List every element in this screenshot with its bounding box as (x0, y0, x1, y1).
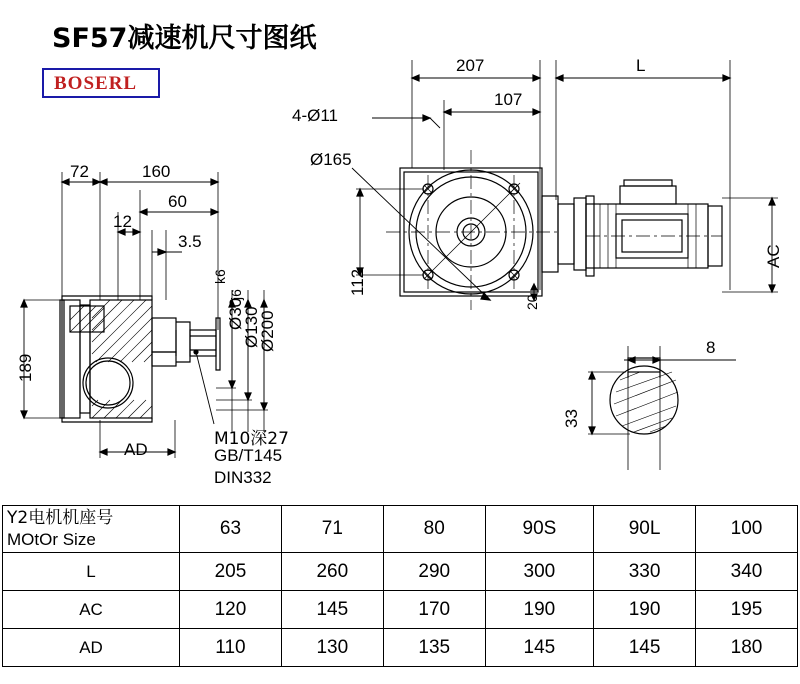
dim-72: 72 (70, 162, 89, 181)
table-cell: 195 (696, 591, 798, 629)
dim-60: 60 (168, 192, 187, 211)
dim-189: 189 (16, 353, 35, 382)
brand-logo-text: BOSERL (54, 73, 138, 94)
dim-12: 12 (113, 212, 132, 231)
table-cell: 145 (281, 591, 383, 629)
dim-130j6-sub: j6 (228, 289, 244, 300)
table-col-head-71: 71 (281, 506, 383, 553)
table-header-label-en: MOtOr Size (7, 530, 96, 549)
dim-160: 160 (142, 162, 171, 181)
table-row (3, 553, 798, 591)
table-row (3, 629, 798, 667)
note-standard-din: DIN332 (214, 468, 272, 487)
dim-200: Ø200 (258, 310, 277, 352)
table-cell: 135 (383, 629, 485, 667)
table-col-head-63: 63 (180, 506, 282, 553)
dim-30k6: Ø30 (226, 297, 245, 330)
table-cell: 190 (594, 591, 696, 629)
dim-30k6-sub: k6 (212, 269, 228, 284)
table-cell: 205 (180, 553, 282, 591)
table-cell: 130 (281, 629, 383, 667)
table-col-head-90s: 90S (485, 506, 593, 553)
table-cell: 145 (594, 629, 696, 667)
dim-L: L (636, 56, 646, 75)
dim-33: 33 (562, 409, 581, 428)
table-cell: 170 (383, 591, 485, 629)
table-row-label-AD: AD (3, 629, 180, 667)
table-row-label-AC: AC (3, 591, 180, 629)
table-cell: 145 (485, 629, 593, 667)
table-col-head-80: 80 (383, 506, 485, 553)
dim-AD-left: AD (124, 440, 148, 459)
table-cell: 110 (180, 629, 282, 667)
table-cell: 180 (696, 629, 798, 667)
dim-20: 20 (524, 294, 540, 310)
dim-165: Ø165 (310, 150, 352, 169)
table-cell: 190 (485, 591, 593, 629)
dim-112: 112 (348, 268, 367, 296)
table-cell: 120 (180, 591, 282, 629)
page-title: SF57减速机尺寸图纸 (52, 23, 317, 54)
dim-107: 107 (494, 90, 523, 109)
dim-3-5: 3.5 (178, 232, 202, 251)
table-cell: 340 (696, 553, 798, 591)
dim-130j6: Ø130 (242, 306, 261, 348)
table-row (3, 506, 798, 553)
table-col-head-100: 100 (696, 506, 798, 553)
table-cell: 330 (594, 553, 696, 591)
table-col-head-90l: 90L (594, 506, 696, 553)
note-thread-depth: M10深27 (214, 429, 289, 449)
table-cell: 290 (383, 553, 485, 591)
note-standard-gb: GB/T145 (214, 446, 283, 465)
dim-207: 207 (456, 56, 485, 75)
table-cell: 260 (281, 553, 383, 591)
table-row (3, 591, 798, 629)
table-cell: 300 (485, 553, 593, 591)
table-header-label-cn: Y2电机机座号 (7, 508, 114, 528)
motor-size-table (2, 505, 798, 667)
dim-4-hole-11: 4-Ø11 (292, 106, 338, 125)
table-header-label (3, 506, 180, 553)
dim-AC-right: AC (764, 244, 783, 268)
dim-8: 8 (706, 338, 716, 357)
table-row-label-L: L (3, 553, 180, 591)
